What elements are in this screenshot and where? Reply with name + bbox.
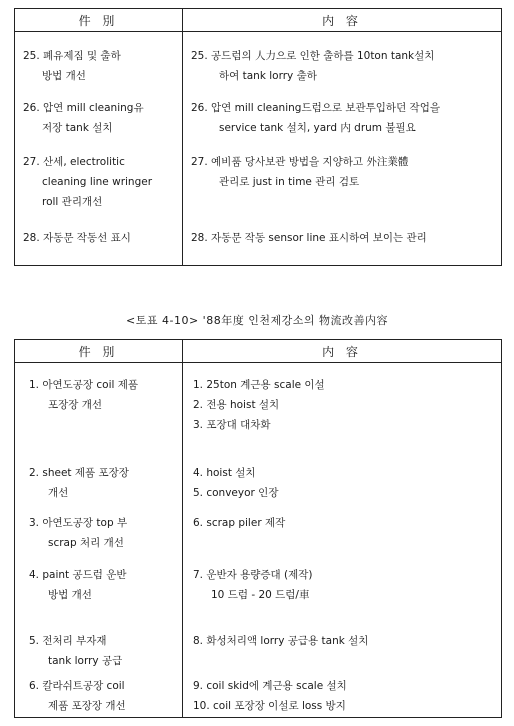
item-3-right <box>193 513 285 533</box>
text-line: 1. 25ton 계근용 scale 이설 <box>193 379 325 391</box>
item-6-right <box>193 676 347 716</box>
item-3-left <box>29 513 127 553</box>
content-column <box>183 32 501 266</box>
text-line: 하여 tank lorry 출하 <box>219 70 317 82</box>
text-line: 27. 산세, electrolitic <box>23 156 125 168</box>
table-header <box>15 9 501 32</box>
text-line: 개선 <box>48 487 69 499</box>
table-lower <box>14 339 502 718</box>
text-line: 26. 압연 mill cleaning드럼으로 보관투입하던 작업을 <box>191 102 440 114</box>
text-line: 28. 자동문 작동선 표시 <box>23 232 131 244</box>
row-28-right <box>191 228 427 248</box>
text-line: 1. 아연도공장 coil 제품 <box>29 379 139 391</box>
content-column <box>183 363 501 718</box>
header-content: 内 容 <box>322 344 362 359</box>
item-5-right <box>193 631 368 651</box>
text-line: 2. 전용 hoist 설치 <box>193 399 280 411</box>
text-line: 25. 폐유제짐 및 출하 <box>23 50 121 62</box>
text-line: cleaning line wringer <box>42 176 153 188</box>
text-line: 10. coil 포장장 이설로 loss 방지 <box>193 700 346 712</box>
text-line: 9. coil skid에 계근용 scale 설치 <box>193 680 347 692</box>
text-line: 저장 tank 설치 <box>42 122 113 134</box>
text-line: scrap 처리 개선 <box>48 537 124 549</box>
text-line: 4. hoist 설치 <box>193 467 256 479</box>
text-line: 2. sheet 제품 포장장 <box>29 467 129 479</box>
text-line: 10 드럼 - 20 드럼/車 <box>211 589 310 601</box>
row-27-left <box>23 152 152 212</box>
item-6-left <box>29 676 126 716</box>
item-1-left <box>29 375 138 415</box>
row-28-left <box>23 228 131 248</box>
text-line: 방법 개선 <box>48 589 92 601</box>
text-line: 5. conveyor 인장 <box>193 487 279 499</box>
item-2-left <box>29 463 129 503</box>
header-content: 内 容 <box>322 13 362 28</box>
row-26-left <box>23 98 144 138</box>
text-line: 6. scrap piler 제작 <box>193 517 286 529</box>
text-line: 7. 운반자 용량증대 (제작) <box>193 569 313 581</box>
text-line: roll 관리개선 <box>42 196 103 208</box>
text-line: tank lorry 공급 <box>48 655 123 667</box>
text-line: 5. 전처리 부자재 <box>29 635 107 647</box>
row-25-left <box>23 46 121 86</box>
category-column <box>15 32 183 266</box>
item-1-right <box>193 375 325 435</box>
text-line: 제품 포장장 개선 <box>48 700 126 712</box>
table-caption: <토표 4-10> '88年度 인천제강소의 物流改善内容 <box>126 314 388 327</box>
table-header <box>15 340 501 363</box>
row-26-right <box>191 98 440 138</box>
text-line: 8. 화성처리액 lorry 공급용 tank 설치 <box>193 635 369 647</box>
text-line: 3. 아연도공장 top 부 <box>29 517 128 529</box>
text-line: 6. 칼라쉬트공장 coil <box>29 680 125 692</box>
text-line: 3. 포장대 대차화 <box>193 419 271 431</box>
text-line: 25. 공드럼의 人力으로 인한 출하를 10ton tank설치 <box>191 50 435 62</box>
text-line: 방법 개선 <box>42 70 86 82</box>
row-27-right <box>191 152 408 192</box>
text-line: 포장장 개선 <box>48 399 103 411</box>
header-category: 件 別 <box>15 340 183 362</box>
text-line: 27. 예비품 당사보관 방법을 지양하고 外注業體 <box>191 156 409 168</box>
text-line: 28. 자동문 작동 sensor line 표시하여 보이는 관리 <box>191 232 427 244</box>
item-4-left <box>29 565 127 605</box>
header-category: 件 別 <box>15 9 183 31</box>
row-25-right <box>191 46 434 86</box>
table-upper <box>14 8 502 266</box>
text-line: 관리로 just in time 관리 검토 <box>219 176 360 188</box>
text-line: 26. 압연 mill cleaning유 <box>23 102 144 114</box>
text-line: service tank 설치, yard 内 drum 불필요 <box>219 122 416 134</box>
item-2-right <box>193 463 278 503</box>
item-5-left <box>29 631 122 671</box>
category-column <box>15 363 183 718</box>
text-line: 4. paint 공드럼 운반 <box>29 569 127 581</box>
item-4-right <box>193 565 313 605</box>
